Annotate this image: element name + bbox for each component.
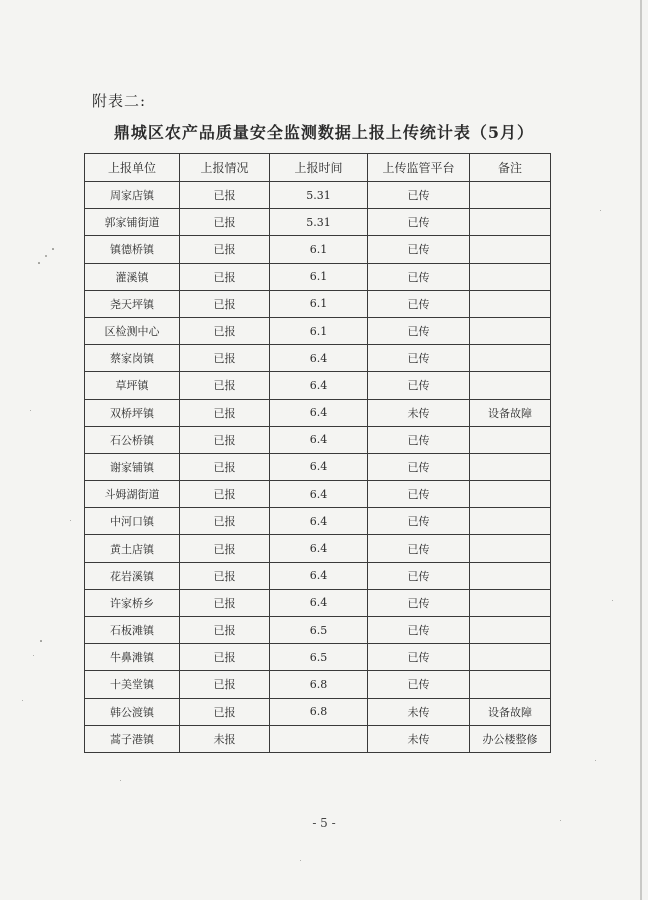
page-number: - 5 - [312,816,336,830]
cell-report-time: 6.4 [270,372,368,399]
scan-speck [22,700,23,701]
cell-upload-platform: 已传 [368,644,470,671]
cell-upload-platform: 已传 [368,263,470,290]
header-unit: 上报单位 [85,154,180,182]
table-row [85,317,551,344]
header-upload-platform: 上传监管平台 [368,154,470,182]
scan-speck [595,760,596,761]
cell-remark [470,589,551,616]
cell-report-status: 已报 [180,426,270,453]
scan-speck [300,860,301,861]
cell-report-time: 6.1 [270,290,368,317]
cell-unit: 斗姆湖街道 [85,481,180,508]
cell-unit: 石公桥镇 [85,426,180,453]
cell-upload-platform: 已传 [368,481,470,508]
cell-report-time: 6.4 [270,453,368,480]
cell-report-status: 已报 [180,345,270,372]
cell-report-time: 6.4 [270,426,368,453]
cell-remark [470,317,551,344]
cell-unit: 石板滩镇 [85,617,180,644]
cell-upload-platform: 已传 [368,535,470,562]
cell-upload-platform: 已传 [368,317,470,344]
table-row [85,698,551,725]
scan-speck [612,600,613,601]
cell-report-time: 6.1 [270,236,368,263]
cell-remark [470,644,551,671]
cell-upload-platform: 已传 [368,426,470,453]
cell-upload-platform: 已传 [368,508,470,535]
scan-speck [70,520,71,521]
cell-report-status: 已报 [180,589,270,616]
header-report-status: 上报情况 [180,154,270,182]
table-row [85,182,551,209]
cell-report-status: 已报 [180,644,270,671]
cell-report-status: 已报 [180,290,270,317]
table-row [85,345,551,372]
cell-remark [470,671,551,698]
cell-remark [470,426,551,453]
cell-report-time: 5.31 [270,209,368,236]
cell-report-time: 6.8 [270,698,368,725]
scan-speck [40,640,42,642]
cell-upload-platform: 已传 [368,290,470,317]
cell-unit: 花岩溪镇 [85,562,180,589]
cell-report-status: 已报 [180,535,270,562]
cell-upload-platform: 未传 [368,725,470,752]
report-table [84,153,551,753]
cell-report-time: 6.4 [270,508,368,535]
table-row [85,236,551,263]
cell-upload-platform: 已传 [368,453,470,480]
cell-report-status: 已报 [180,236,270,263]
cell-remark [470,182,551,209]
cell-report-time: 6.5 [270,617,368,644]
cell-report-status: 未报 [180,725,270,752]
cell-remark [470,263,551,290]
cell-upload-platform: 已传 [368,589,470,616]
scan-speck [38,262,40,264]
cell-report-time: 6.4 [270,481,368,508]
cell-remark: 设备故障 [470,698,551,725]
attachment-label: 附表二: [92,92,147,110]
cell-unit: 许家桥乡 [85,589,180,616]
cell-remark [470,617,551,644]
scan-speck [45,255,47,257]
cell-report-status: 已报 [180,372,270,399]
cell-upload-platform: 未传 [368,698,470,725]
cell-upload-platform: 已传 [368,345,470,372]
cell-remark [470,481,551,508]
cell-remark [470,372,551,399]
cell-remark [470,209,551,236]
table-row [85,481,551,508]
header-report-time: 上报时间 [270,154,368,182]
table-row [85,372,551,399]
table-row [85,209,551,236]
table-header-row [85,154,551,182]
table-row [85,589,551,616]
scan-speck [560,820,561,821]
cell-report-time: 6.4 [270,589,368,616]
document-title: 鼎城区农产品质量安全监测数据上报上传统计表（5月） [113,123,535,142]
table-body [85,182,551,753]
cell-report-status: 已报 [180,481,270,508]
cell-unit: 草坪镇 [85,372,180,399]
header-remark: 备注 [470,154,551,182]
cell-report-status: 已报 [180,698,270,725]
cell-remark [470,345,551,372]
cell-report-status: 已报 [180,209,270,236]
cell-report-time [270,725,368,752]
cell-remark: 设备故障 [470,399,551,426]
cell-unit: 郭家铺街道 [85,209,180,236]
cell-unit: 尧天坪镇 [85,290,180,317]
cell-report-status: 已报 [180,453,270,480]
cell-unit: 十美堂镇 [85,671,180,698]
cell-report-time: 6.4 [270,535,368,562]
table-row [85,290,551,317]
cell-report-time: 6.4 [270,345,368,372]
table-row [85,644,551,671]
table-row [85,508,551,535]
cell-unit: 蔡家岗镇 [85,345,180,372]
cell-remark: 办公楼整修 [470,725,551,752]
cell-unit: 黄土店镇 [85,535,180,562]
cell-upload-platform: 已传 [368,617,470,644]
table-row [85,453,551,480]
cell-unit: 镇德桥镇 [85,236,180,263]
cell-report-time: 6.4 [270,562,368,589]
cell-upload-platform: 已传 [368,562,470,589]
table-row [85,535,551,562]
table-row [85,671,551,698]
cell-report-status: 已报 [180,508,270,535]
table-row [85,617,551,644]
cell-remark [470,453,551,480]
cell-remark [470,562,551,589]
cell-upload-platform: 已传 [368,209,470,236]
cell-remark [470,290,551,317]
cell-report-time: 6.1 [270,263,368,290]
scan-speck [30,410,31,411]
cell-report-status: 已报 [180,317,270,344]
cell-unit: 蒿子港镇 [85,725,180,752]
cell-report-status: 已报 [180,617,270,644]
cell-upload-platform: 已传 [368,236,470,263]
cell-remark [470,508,551,535]
cell-unit: 灌溪镇 [85,263,180,290]
cell-report-status: 已报 [180,671,270,698]
cell-unit: 中河口镇 [85,508,180,535]
table-row [85,426,551,453]
cell-upload-platform: 已传 [368,671,470,698]
cell-upload-platform: 未传 [368,399,470,426]
cell-report-time: 5.31 [270,182,368,209]
scan-speck [600,210,601,211]
cell-unit: 区检测中心 [85,317,180,344]
cell-upload-platform: 已传 [368,372,470,399]
scan-speck [52,248,54,250]
cell-report-time: 6.4 [270,399,368,426]
cell-report-status: 已报 [180,562,270,589]
table-row [85,562,551,589]
cell-report-time: 6.1 [270,317,368,344]
cell-report-status: 已报 [180,399,270,426]
cell-unit: 牛鼻滩镇 [85,644,180,671]
cell-upload-platform: 已传 [368,182,470,209]
cell-report-status: 已报 [180,263,270,290]
table-row [85,399,551,426]
cell-unit: 谢家铺镇 [85,453,180,480]
scan-speck [120,780,121,781]
table-row [85,263,551,290]
cell-report-status: 已报 [180,182,270,209]
scan-speck [33,655,34,656]
cell-unit: 周家店镇 [85,182,180,209]
table-row [85,725,551,752]
cell-unit: 韩公渡镇 [85,698,180,725]
cell-report-time: 6.8 [270,671,368,698]
cell-report-time: 6.5 [270,644,368,671]
cell-unit: 双桥坪镇 [85,399,180,426]
cell-remark [470,236,551,263]
cell-remark [470,535,551,562]
